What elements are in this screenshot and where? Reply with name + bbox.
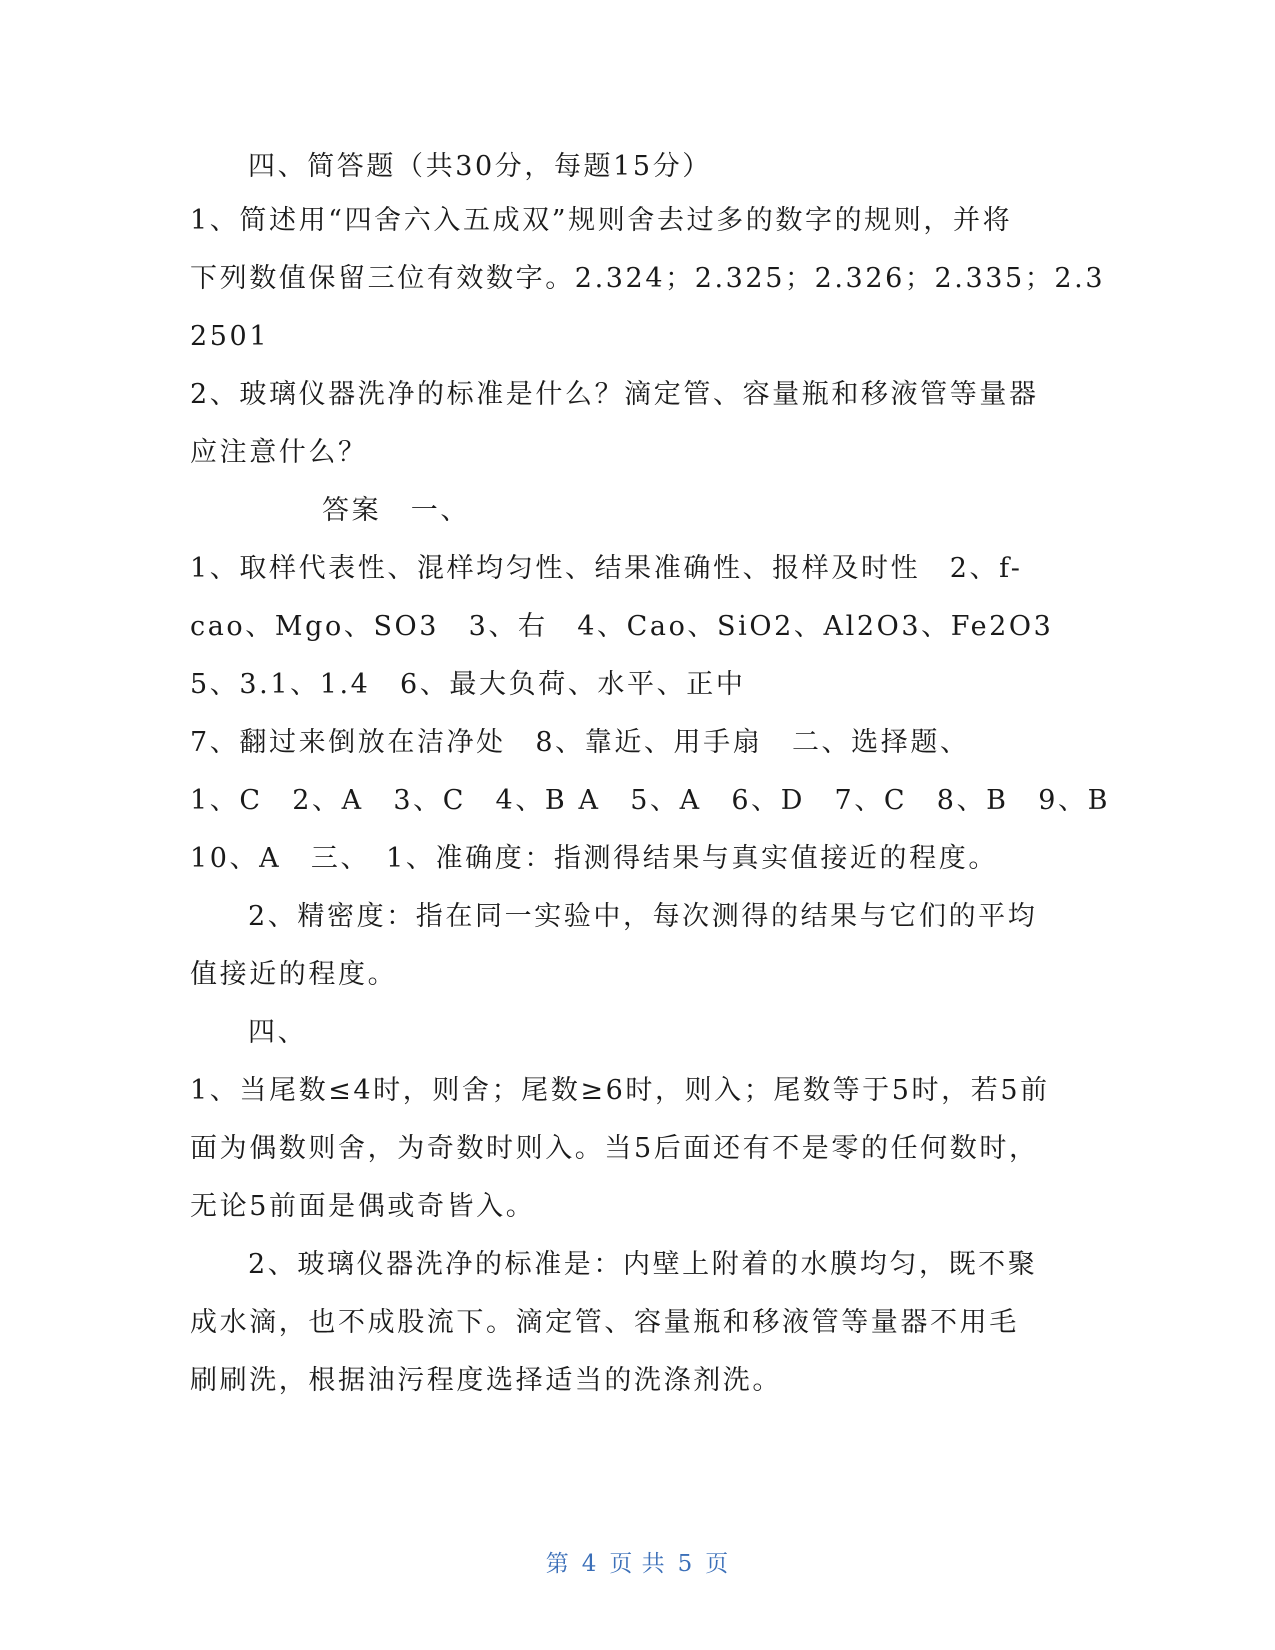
footer-current-page: 4 <box>581 1551 598 1577</box>
question-2-line-2: 应注意什么？ <box>190 437 368 468</box>
footer-middle: 页 共 <box>609 1551 666 1577</box>
answer-four-2-line-3: 刷刷洗，根据油污程度选择适当的洗涤剂洗。 <box>190 1365 782 1396</box>
answer-four-2-line-2: 成水滴，也不成股流下。滴定管、容量瓶和移液管等量器不用毛 <box>190 1307 1019 1338</box>
footer-prefix: 第 <box>545 1551 570 1577</box>
answer-four-1-line-2: 面为偶数则舍，为奇数时则入。当5后面还有不是零的任何数时， <box>190 1133 1039 1164</box>
question-1-line-2: 下列数值保留三位有效数字。2.324；2.325；2.326；2.335；2.3 <box>190 263 1106 294</box>
answer-section-four-heading: 四、 <box>248 1017 308 1048</box>
answer-line-6: 10、A 三、 1、准确度：指测得结果与真实值接近的程度。 <box>190 843 998 874</box>
answer-line-1: 1、取样代表性、混样均匀性、结果准确性、报样及时性 2、f- <box>190 553 1023 584</box>
answer-four-2-line-1: 2、玻璃仪器洗净的标准是：内壁上附着的水膜均匀，既不聚 <box>248 1249 1038 1280</box>
answer-line-7: 2、精密度：指在同一实验中，每次测得的结果与它们的平均 <box>248 901 1038 932</box>
section-heading-short-answer: 四、简答题（共30分，每题15分） <box>248 151 712 182</box>
answer-line-3: 5、3.1、1.4 6、最大负荷、水平、正中 <box>190 669 746 700</box>
footer-suffix: 页 <box>705 1551 730 1577</box>
question-2-line-1: 2、玻璃仪器洗净的标准是什么？滴定管、容量瓶和移液管等量器 <box>190 379 1039 410</box>
answer-heading: 答案 一、 <box>322 495 470 526</box>
question-1-line-3: 2501 <box>190 321 270 352</box>
answer-line-2: cao、Mgo、SO3 3、右 4、Cao、SiO2、Al2O3、Fe2O3 <box>190 611 1054 642</box>
answer-line-8: 值接近的程度。 <box>190 959 398 990</box>
question-1-line-1: 1、简述用“四舍六入五成双”规则舍去过多的数字的规则，并将 <box>190 205 1013 236</box>
answer-four-1-line-1: 1、当尾数≤4时，则舍；尾数≥6时，则入；尾数等于5时，若5前 <box>190 1075 1050 1106</box>
answer-four-1-line-3: 无论5前面是偶或奇皆入。 <box>190 1191 536 1222</box>
page-footer <box>0 1545 1275 1578</box>
answer-line-4: 7、翻过来倒放在洁净处 8、靠近、用手扇 二、选择题、 <box>190 727 970 758</box>
answer-line-5: 1、C 2、A 3、C 4、B A 5、A 6、D 7、C 8、B 9、B <box>190 785 1111 816</box>
footer-total-pages: 5 <box>677 1551 694 1577</box>
